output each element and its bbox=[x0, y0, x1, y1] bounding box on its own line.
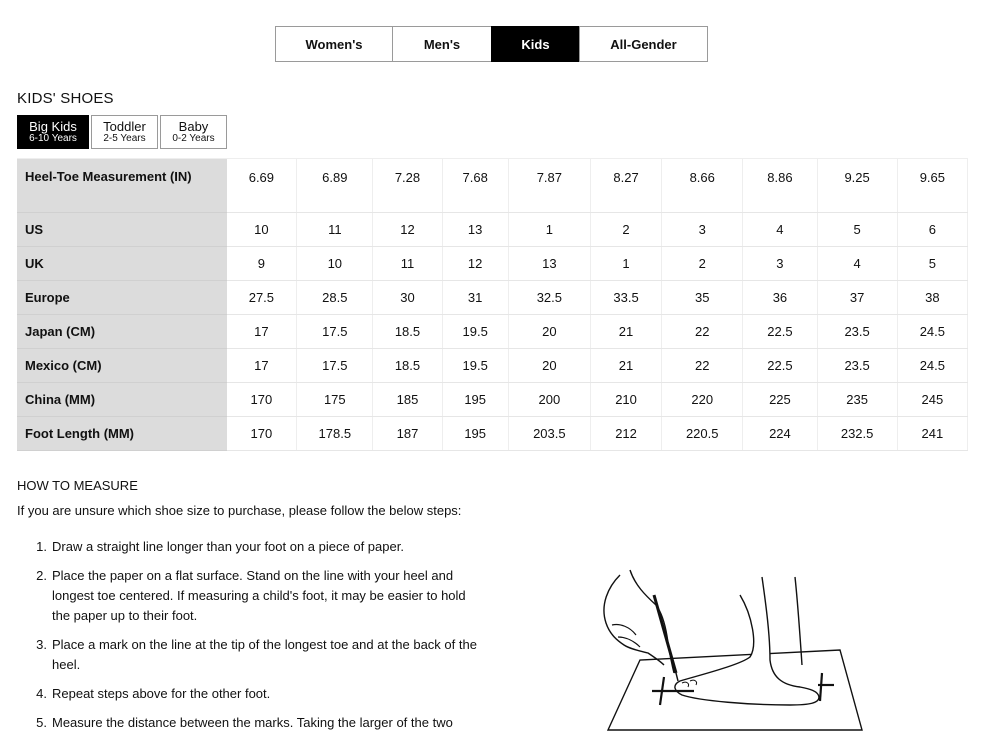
table-cell: 5 bbox=[817, 213, 897, 247]
table-cell: 9.25 bbox=[817, 159, 897, 213]
row-header: Heel-Toe Measurement (IN) bbox=[17, 159, 227, 213]
table-cell: 203.5 bbox=[508, 417, 590, 451]
table-cell: 220 bbox=[662, 383, 743, 417]
list-item bbox=[17, 684, 487, 704]
table-cell: 195 bbox=[442, 417, 508, 451]
table-cell: 8.66 bbox=[662, 159, 743, 213]
table-cell: 24.5 bbox=[897, 349, 967, 383]
table-cell: 224 bbox=[743, 417, 817, 451]
table-row bbox=[17, 315, 968, 349]
row-header: Japan (CM) bbox=[17, 315, 227, 349]
table-cell: 11 bbox=[373, 247, 442, 281]
table-cell: 170 bbox=[227, 383, 297, 417]
step-number: 2. bbox=[36, 568, 47, 583]
table-cell: 27.5 bbox=[227, 281, 297, 315]
table-cell: 220.5 bbox=[662, 417, 743, 451]
section-title: KIDS' SHOES bbox=[17, 90, 114, 107]
table-cell: 3 bbox=[662, 213, 743, 247]
table-cell: 10 bbox=[297, 247, 373, 281]
table-cell: 6 bbox=[897, 213, 967, 247]
table-cell: 18.5 bbox=[373, 315, 442, 349]
tab-men-s[interactable]: Men's bbox=[392, 26, 492, 62]
table-cell: 5 bbox=[897, 247, 967, 281]
table-row bbox=[17, 417, 968, 451]
table-cell: 178.5 bbox=[297, 417, 373, 451]
table-cell: 11 bbox=[297, 213, 373, 247]
table-cell: 212 bbox=[590, 417, 661, 451]
age-tab-range: 0-2 Years bbox=[172, 133, 215, 144]
table-cell: 4 bbox=[743, 213, 817, 247]
table-cell: 232.5 bbox=[817, 417, 897, 451]
table-cell: 31 bbox=[442, 281, 508, 315]
age-tab-big-kids[interactable] bbox=[17, 115, 89, 149]
table-row bbox=[17, 383, 968, 417]
table-cell: 175 bbox=[297, 383, 373, 417]
age-tabs bbox=[17, 115, 227, 149]
table-cell: 6.89 bbox=[297, 159, 373, 213]
step-number: 1. bbox=[36, 539, 47, 554]
table-row bbox=[17, 247, 968, 281]
table-cell: 200 bbox=[508, 383, 590, 417]
row-header: UK bbox=[17, 247, 227, 281]
row-header: Foot Length (MM) bbox=[17, 417, 227, 451]
table-cell: 9.65 bbox=[897, 159, 967, 213]
list-item bbox=[17, 635, 487, 675]
step-text: Measure the distance between the marks. Taking the larger of the two bbox=[52, 715, 453, 730]
age-tab-toddler[interactable] bbox=[91, 115, 158, 149]
tab-women-s[interactable]: Women's bbox=[275, 26, 393, 62]
table-cell: 19.5 bbox=[442, 315, 508, 349]
table-cell: 235 bbox=[817, 383, 897, 417]
row-header: Mexico (CM) bbox=[17, 349, 227, 383]
table-cell: 38 bbox=[897, 281, 967, 315]
table-cell: 21 bbox=[590, 349, 661, 383]
table-cell: 3 bbox=[743, 247, 817, 281]
age-tab-range: 2-5 Years bbox=[103, 133, 146, 144]
table-cell: 33.5 bbox=[590, 281, 661, 315]
table-cell: 187 bbox=[373, 417, 442, 451]
age-tab-name: Toddler bbox=[103, 119, 146, 134]
step-text: Draw a straight line longer than your foot on a piece of paper. bbox=[52, 539, 404, 554]
table-cell: 23.5 bbox=[817, 349, 897, 383]
table-cell: 4 bbox=[817, 247, 897, 281]
table-cell: 20 bbox=[508, 315, 590, 349]
table-cell: 24.5 bbox=[897, 315, 967, 349]
size-chart-table bbox=[17, 158, 968, 451]
step-number: 4. bbox=[36, 686, 47, 701]
table-cell: 1 bbox=[508, 213, 590, 247]
table-cell: 241 bbox=[897, 417, 967, 451]
table-cell: 2 bbox=[590, 213, 661, 247]
table-cell: 22.5 bbox=[743, 315, 817, 349]
table-cell: 36 bbox=[743, 281, 817, 315]
tab-all-gender[interactable]: All-Gender bbox=[579, 26, 708, 62]
table-cell: 7.87 bbox=[508, 159, 590, 213]
table-cell: 22.5 bbox=[743, 349, 817, 383]
step-text: Place a mark on the line at the tip of the longest toe and at the back of the heel. bbox=[52, 637, 477, 672]
table-cell: 30 bbox=[373, 281, 442, 315]
table-cell: 8.27 bbox=[590, 159, 661, 213]
age-tab-name: Baby bbox=[178, 119, 209, 134]
table-cell: 8.86 bbox=[743, 159, 817, 213]
table-cell: 10 bbox=[227, 213, 297, 247]
table-cell: 1 bbox=[590, 247, 661, 281]
step-number: 5. bbox=[36, 715, 47, 730]
table-cell: 17.5 bbox=[297, 349, 373, 383]
table-cell: 185 bbox=[373, 383, 442, 417]
table-cell: 13 bbox=[508, 247, 590, 281]
how-to-measure-title: HOW TO MEASURE bbox=[17, 478, 138, 493]
table-cell: 28.5 bbox=[297, 281, 373, 315]
how-to-measure-intro: If you are unsure which shoe size to purchase, please follow the below steps: bbox=[17, 503, 462, 518]
table-cell: 32.5 bbox=[508, 281, 590, 315]
table-cell: 195 bbox=[442, 383, 508, 417]
table-row bbox=[17, 281, 968, 315]
table-cell: 23.5 bbox=[817, 315, 897, 349]
table-cell: 12 bbox=[373, 213, 442, 247]
table-cell: 19.5 bbox=[442, 349, 508, 383]
table-cell: 210 bbox=[590, 383, 661, 417]
table-cell: 6.69 bbox=[227, 159, 297, 213]
table-row bbox=[17, 159, 968, 213]
measure-steps-list bbox=[17, 537, 487, 736]
gender-tabs bbox=[275, 26, 708, 62]
table-row bbox=[17, 213, 968, 247]
age-tab-name: Big Kids bbox=[29, 119, 77, 134]
table-cell: 17 bbox=[227, 315, 297, 349]
row-header: China (MM) bbox=[17, 383, 227, 417]
table-cell: 7.28 bbox=[373, 159, 442, 213]
table-cell: 2 bbox=[662, 247, 743, 281]
table-cell: 170 bbox=[227, 417, 297, 451]
table-row bbox=[17, 349, 968, 383]
row-header: US bbox=[17, 213, 227, 247]
table-cell: 35 bbox=[662, 281, 743, 315]
table-cell: 245 bbox=[897, 383, 967, 417]
table-cell: 21 bbox=[590, 315, 661, 349]
list-item bbox=[17, 713, 487, 733]
age-tab-range: 6-10 Years bbox=[29, 133, 77, 144]
table-cell: 17 bbox=[227, 349, 297, 383]
table-cell: 17.5 bbox=[297, 315, 373, 349]
step-number: 3. bbox=[36, 637, 47, 652]
tab-kids[interactable]: Kids bbox=[491, 26, 580, 62]
table-cell: 22 bbox=[662, 349, 743, 383]
table-cell: 13 bbox=[442, 213, 508, 247]
step-text: Place the paper on a flat surface. Stand on the line with your heel and longest toe centered. If measuring a child's foot, it may be easier to hold the paper up to their foot. bbox=[52, 568, 466, 623]
table-cell: 37 bbox=[817, 281, 897, 315]
age-tab-baby[interactable] bbox=[160, 115, 227, 149]
step-text: Repeat steps above for the other foot. bbox=[52, 686, 271, 701]
table-cell: 20 bbox=[508, 349, 590, 383]
table-cell: 7.68 bbox=[442, 159, 508, 213]
table-cell: 22 bbox=[662, 315, 743, 349]
list-item bbox=[17, 537, 487, 557]
table-cell: 12 bbox=[442, 247, 508, 281]
table-cell: 225 bbox=[743, 383, 817, 417]
row-header: Europe bbox=[17, 281, 227, 315]
table-cell: 18.5 bbox=[373, 349, 442, 383]
foot-measuring-illustration bbox=[590, 565, 880, 736]
table-cell: 9 bbox=[227, 247, 297, 281]
list-item bbox=[17, 566, 487, 626]
